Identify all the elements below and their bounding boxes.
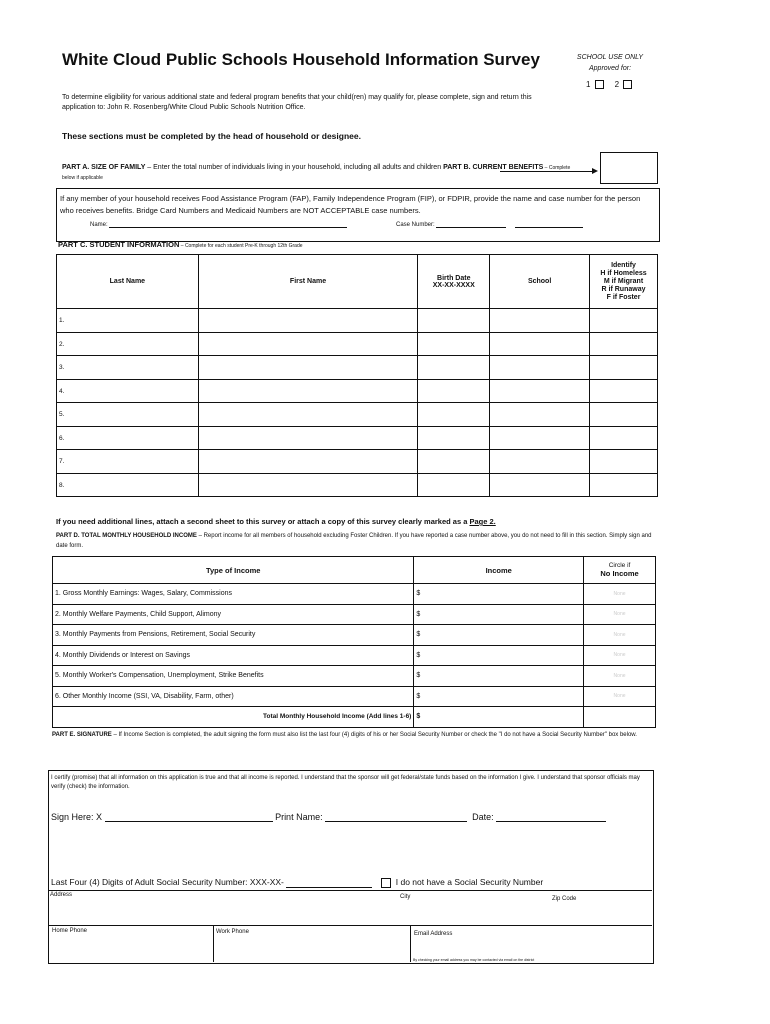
school-cell[interactable] (490, 332, 590, 356)
address-divider (48, 890, 652, 891)
first-name-cell[interactable] (198, 426, 418, 450)
part-b-label: PART B. CURRENT BENEFITS (443, 164, 544, 171)
table-row (53, 645, 656, 666)
student-table-header (57, 255, 658, 309)
part-e-header (52, 730, 656, 740)
intro-text: To determine eligibility for various additional state and federal program benefits that your child(ren) may qualify for, please complete, sign and return this application to: John R. Rosenberg/White Cloud Public Schools Nutrition Office. (62, 94, 532, 111)
school-cell[interactable] (490, 403, 590, 427)
ssn-row (51, 877, 543, 888)
work-phone-field[interactable]: Work Phone (216, 929, 249, 935)
col-no-income (584, 557, 656, 584)
last-name-cell[interactable]: 4. (57, 379, 199, 403)
table-row (57, 473, 658, 497)
no-ssn-checkbox[interactable] (381, 878, 391, 888)
part-b-sublabel: – Complete below if applicable (62, 165, 571, 181)
income-amount-input[interactable]: $ (414, 666, 584, 687)
date-label: Date: (472, 812, 494, 822)
phone-divider-1 (213, 925, 214, 962)
identify-cell[interactable] (590, 403, 658, 427)
additional-lines-note (56, 517, 496, 526)
family-size-input[interactable] (600, 152, 658, 184)
school-cell[interactable] (490, 426, 590, 450)
part-c-sublabel: – Complete for each student Pre-K through 12th Grade (179, 243, 303, 249)
school-cell[interactable] (490, 356, 590, 380)
page-title: White Cloud Public Schools Household Information Survey (62, 50, 540, 69)
income-type-label: 6. Other Monthly Income (SSI, VA, Disability, Farm, other) (53, 686, 414, 707)
part-b-description: If any member of your household receives Food Assistance Program (FAP), Family Independence Program (FIP), or FDPIR, provide the name and case number for the person who receives benefits. Bridge Card Numbers and Medicaid Numbers are NOT ACCEPTABLE case numbers. (60, 194, 641, 215)
case-number-label: Case Number: (396, 222, 435, 228)
first-name-cell[interactable] (198, 332, 418, 356)
income-amount-input[interactable]: $ (414, 645, 584, 666)
part-d-description: – Report income for all members of household excluding Foster Children. If you have reported a case number above, you do not need to fill in this section. Simply sign and date form. (56, 533, 652, 549)
date-field[interactable] (496, 821, 606, 822)
income-amount-input[interactable]: $ (414, 625, 584, 646)
identify-migrant: M if Migrant (603, 277, 644, 285)
identify-cell[interactable] (590, 473, 658, 497)
birth-date-cell[interactable] (418, 426, 490, 450)
table-row (53, 584, 656, 605)
first-name-cell[interactable] (198, 403, 418, 427)
identify-label: Identify (611, 261, 636, 269)
city-field[interactable]: City (400, 894, 411, 900)
identify-runaway: R if Runaway (601, 285, 646, 293)
last-name-cell[interactable]: 7. (57, 450, 199, 474)
sections-note: These sections must be completed by the head of household or designee. (62, 131, 361, 141)
total-empty-cell (584, 707, 656, 728)
phone-divider (48, 925, 652, 926)
approve-option-1-checkbox[interactable] (595, 80, 604, 89)
approve-option-2-label: 2 (614, 80, 620, 89)
first-name-cell[interactable] (198, 473, 418, 497)
signature-field[interactable] (105, 821, 273, 822)
ssn-label: Last Four (4) Digits of Adult Social Security Number: XXX-XX- (51, 877, 284, 887)
identify-foster: F if Foster (606, 293, 641, 301)
approve-option-1-label: 1 (586, 80, 591, 89)
col-school: School (490, 255, 590, 309)
identify-cell[interactable] (590, 450, 658, 474)
birth-date-cell[interactable] (418, 403, 490, 427)
additional-lines-text: If you need additional lines, attach a second sheet to this survey or attach a copy of this survey clearly marked as a (56, 517, 468, 526)
student-table (56, 254, 658, 497)
no-income-option[interactable]: None (584, 584, 656, 605)
table-row (53, 604, 656, 625)
school-use-label: SCHOOL USE ONLY (576, 54, 644, 61)
email-note: By checking your email address you may be contacted via email on the district (413, 958, 535, 962)
home-phone-field[interactable]: Home Phone (52, 928, 88, 934)
no-income-option[interactable]: None (584, 645, 656, 666)
ssn-field[interactable] (286, 887, 372, 888)
table-row (57, 403, 658, 427)
part-e-label: PART E. SIGNATURE (52, 732, 112, 738)
part-d-header (56, 531, 656, 551)
no-ssn-label: I do not have a Social Security Number (395, 877, 544, 887)
approve-option-2-checkbox[interactable] (623, 80, 632, 89)
last-name-cell[interactable]: 1. (57, 309, 199, 333)
birth-date-cell[interactable] (418, 379, 490, 403)
arrow-icon (500, 171, 596, 172)
table-row (57, 309, 658, 333)
total-income-input[interactable]: $ (414, 707, 584, 728)
identify-cell[interactable] (590, 426, 658, 450)
last-name-cell[interactable]: 3. (57, 356, 199, 380)
school-cell[interactable] (490, 379, 590, 403)
case-number-field[interactable] (396, 222, 583, 228)
col-identify (590, 255, 658, 309)
col-birth-date (418, 255, 490, 309)
part-e-description: – If Income Section is completed, the adult signing the form must also list the last four (4) digits of his or her Social Security Number or check the "I do not have a Social Security Number" box below. (111, 732, 637, 738)
identify-cell[interactable] (590, 356, 658, 380)
birth-date-cell[interactable] (418, 356, 490, 380)
part-c-label: PART C. STUDENT INFORMATION (58, 240, 180, 249)
school-cell[interactable] (490, 450, 590, 474)
no-income-label: No Income (600, 569, 639, 578)
print-name-field[interactable] (325, 821, 467, 822)
sign-here-label: Sign Here: X (51, 812, 103, 822)
birth-date-cell[interactable] (418, 309, 490, 333)
circle-if-label: Circle if (608, 562, 631, 569)
birth-date-cell[interactable] (418, 473, 490, 497)
last-name-cell[interactable]: 5. (57, 403, 199, 427)
total-income-label: Total Monthly Household Income (Add lines 1-6) (53, 707, 414, 728)
part-a-text (62, 163, 582, 183)
no-income-option[interactable]: None (584, 686, 656, 707)
school-cell[interactable] (490, 473, 590, 497)
zip-code-field[interactable]: Zip Code (552, 896, 577, 902)
certify-text: I certify (promise) that all information on this application is true and that all income is reported. I understand that the sponsor will get federal/state funds based on the information I give. I understand that sponsor officials may verify (check) the information. (51, 775, 640, 790)
income-amount-input[interactable]: $ (414, 686, 584, 707)
identify-cell[interactable] (590, 309, 658, 333)
col-birth-date-format: XX-XX-XXXX (432, 281, 475, 289)
page-2-ref: Page 2. (469, 517, 496, 526)
identify-cell[interactable] (590, 332, 658, 356)
part-c-header (58, 240, 303, 249)
income-amount-input[interactable]: $ (414, 604, 584, 625)
income-type-label: 2. Monthly Welfare Payments, Child Support, Alimony (53, 604, 414, 625)
first-name-cell[interactable] (198, 379, 418, 403)
last-name-cell[interactable]: 2. (57, 332, 199, 356)
birth-date-cell[interactable] (418, 450, 490, 474)
col-income: Income (414, 557, 584, 584)
phone-divider-2 (410, 925, 411, 962)
income-amount-input[interactable]: $ (414, 584, 584, 605)
identify-homeless: H if Homeless (600, 269, 647, 277)
income-type-label: 1. Gross Monthly Earnings: Wages, Salary, Commissions (53, 584, 414, 605)
total-income-row (53, 707, 656, 728)
part-a-label: PART A. SIZE OF FAMILY (62, 164, 146, 171)
birth-date-cell[interactable] (418, 332, 490, 356)
no-income-option[interactable]: None (584, 625, 656, 646)
income-table-header (53, 557, 656, 584)
table-row (57, 379, 658, 403)
first-name-cell[interactable] (198, 356, 418, 380)
no-income-option[interactable]: None (584, 666, 656, 687)
table-row (53, 686, 656, 707)
col-birth-date-label: Birth Date (437, 274, 471, 282)
signature-box (48, 770, 654, 964)
approved-for-label: Approved for: (588, 65, 632, 72)
no-income-option[interactable]: None (584, 604, 656, 625)
part-d-label: PART D. TOTAL MONTHLY HOUSEHOLD INCOME (56, 533, 197, 539)
table-row (53, 666, 656, 687)
signature-row (51, 812, 606, 822)
income-table (52, 556, 656, 728)
table-row (57, 426, 658, 450)
benefit-name-field[interactable] (90, 222, 347, 228)
first-name-cell[interactable] (198, 309, 418, 333)
col-last-name: Last Name (57, 255, 199, 309)
table-row (57, 332, 658, 356)
approve-options (586, 80, 634, 89)
last-name-cell[interactable]: 8. (57, 473, 199, 497)
last-name-cell[interactable]: 6. (57, 426, 199, 450)
identify-cell[interactable] (590, 379, 658, 403)
first-name-cell[interactable] (198, 450, 418, 474)
table-row (53, 625, 656, 646)
income-type-label: 4. Monthly Dividends or Interest on Savings (53, 645, 414, 666)
print-name-label: Print Name: (275, 812, 323, 822)
part-a-description: – Enter the total number of individuals living in your household, including all adults and children (145, 164, 442, 171)
email-address-field[interactable]: Email Address (414, 931, 453, 937)
income-type-label: 3. Monthly Payments from Pensions, Retirement, Social Security (53, 625, 414, 646)
address-field[interactable]: Address (50, 892, 73, 898)
col-type-of-income: Type of Income (53, 557, 414, 584)
benefit-name-label: Name: (90, 222, 108, 228)
table-row (57, 450, 658, 474)
school-use-box (560, 52, 660, 74)
income-type-label: 5. Monthly Worker's Compensation, Unemployment, Strike Benefits (53, 666, 414, 687)
col-first-name: First Name (198, 255, 418, 309)
table-row (57, 356, 658, 380)
school-cell[interactable] (490, 309, 590, 333)
